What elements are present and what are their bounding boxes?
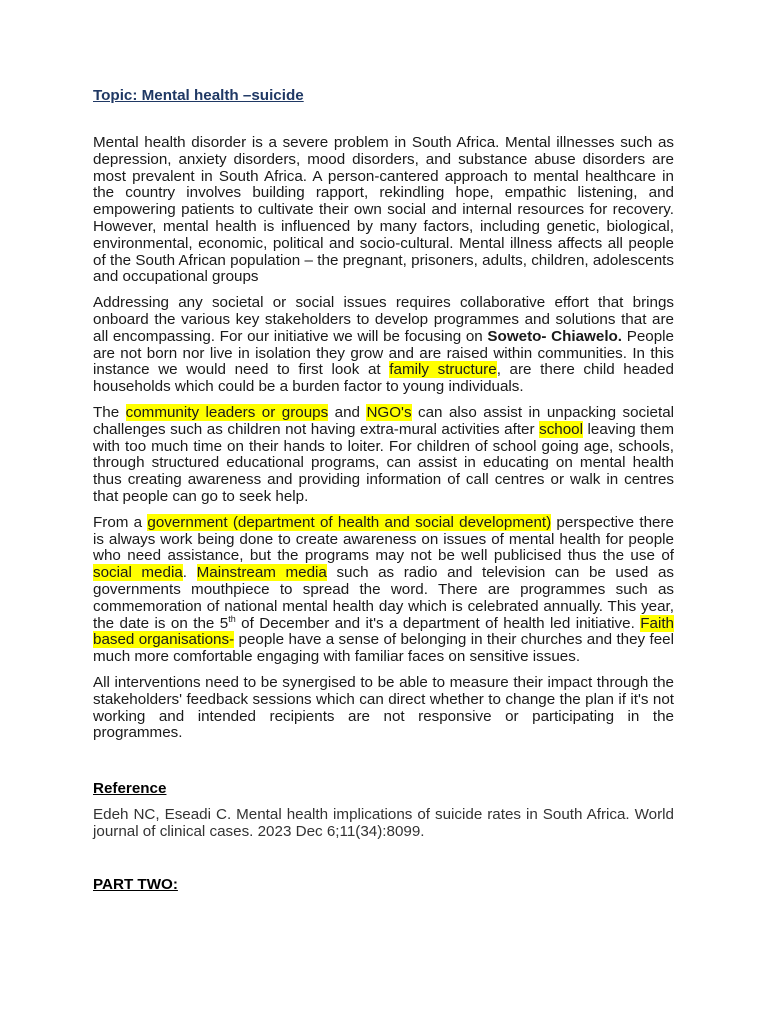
text-run: can also assist in unpacking societal challenges such as children not having extra-mural activities after — [93, 403, 675, 438]
text-run: , are there child headed households which could be a burden factor to young individuals. — [93, 361, 674, 396]
topic-heading: Topic: Mental health –suicide — [93, 87, 304, 104]
highlight-government: government (department of health and social development) — [147, 513, 552, 531]
text-run: of December and it's a department of health led initiative. — [235, 614, 641, 632]
body-text — [93, 135, 674, 742]
text-run: From a — [93, 513, 148, 531]
text-run: such as radio and television can be used as governments mouthpiece to spread the word. There are programmes such as commemoration of national mental health day which is celebrated annually. This year, the date is on the 5 — [93, 564, 674, 632]
text-run: . — [182, 564, 197, 582]
text-run: and — [328, 403, 367, 421]
highlight-community-leaders: community leaders or groups — [125, 403, 329, 421]
part-two-heading: PART TWO: — [93, 876, 178, 893]
highlight-faith-based: Faith based organisations- — [93, 614, 674, 649]
text-run: Addressing any societal or social issues requires collaborative effort that brings onboard the various key stakeholders to develop programmes and solutions that are all encompassing. For our initiative we will be focusing on — [93, 294, 674, 345]
highlight-ngos: NGO's — [366, 403, 412, 421]
highlight-family-structure: family structure — [389, 361, 497, 379]
text-run: perspective there is always work being done to create awareness on issues of mental health for people who need assistance, but the programs may not be well publicised thus the use of — [93, 513, 674, 565]
paragraph-community — [93, 405, 674, 506]
text-run: People are not born nor live in isolation they grow and are raised within communities. In this instance we would need to first look at — [93, 327, 674, 379]
paragraph-government — [93, 515, 674, 666]
reference-heading: Reference — [93, 780, 167, 797]
text-run: people have a sense of belonging in their churches and they feel much more comfortable engaging with familiar faces on sensitive issues. — [93, 631, 674, 666]
highlight-social-media: social media — [93, 564, 183, 582]
paragraph-intro: Mental health disorder is a severe problem in South Africa. Mental illnesses such as depression, anxiety disorders, mood disorders, and substance abuse disorders are most prevalent in South Africa. A person-cantered approach to mental healthcare in the country involves building rapport, rekindling hope, empathic listening, and empowering patients to cultivate their own social and internal resources for recovery. However, mental health is influenced by many factors, including genetic, biological, environmental, economic, political and socio-cultural. Mental illness affects all people of the South African population – the pregnant, prisoners, adults, children, adolescents and occupational groups — [93, 134, 674, 286]
text-run: The — [93, 403, 126, 421]
location-bold: Soweto- Chiawelo. — [487, 327, 623, 345]
text-run: leaving them with too much time on their hands to loiter. For children of school going age, schools, through structured educational programs, can assist in educating on mental health thus creating awareness and providing information of call centres or walk in centres that people can go to seek help. — [93, 420, 674, 505]
reference-citation: Edeh NC, Eseadi C. Mental health implications of suicide rates in South Africa. World journal of clinical cases. 2023 Dec 6;11(34):8099. — [93, 806, 674, 840]
highlight-mainstream-media: Mainstream media — [196, 564, 327, 582]
ordinal-superscript: th — [228, 613, 236, 624]
highlight-school: school — [539, 420, 583, 438]
paragraph-stakeholders — [93, 295, 674, 396]
paragraph-interventions: All interventions need to be synergised to be able to measure their impact through the stakeholders' feedback sessions which can direct whether to change the plan if it's not working and intended recipients are not responsive or participating in the programmes. — [93, 673, 674, 742]
